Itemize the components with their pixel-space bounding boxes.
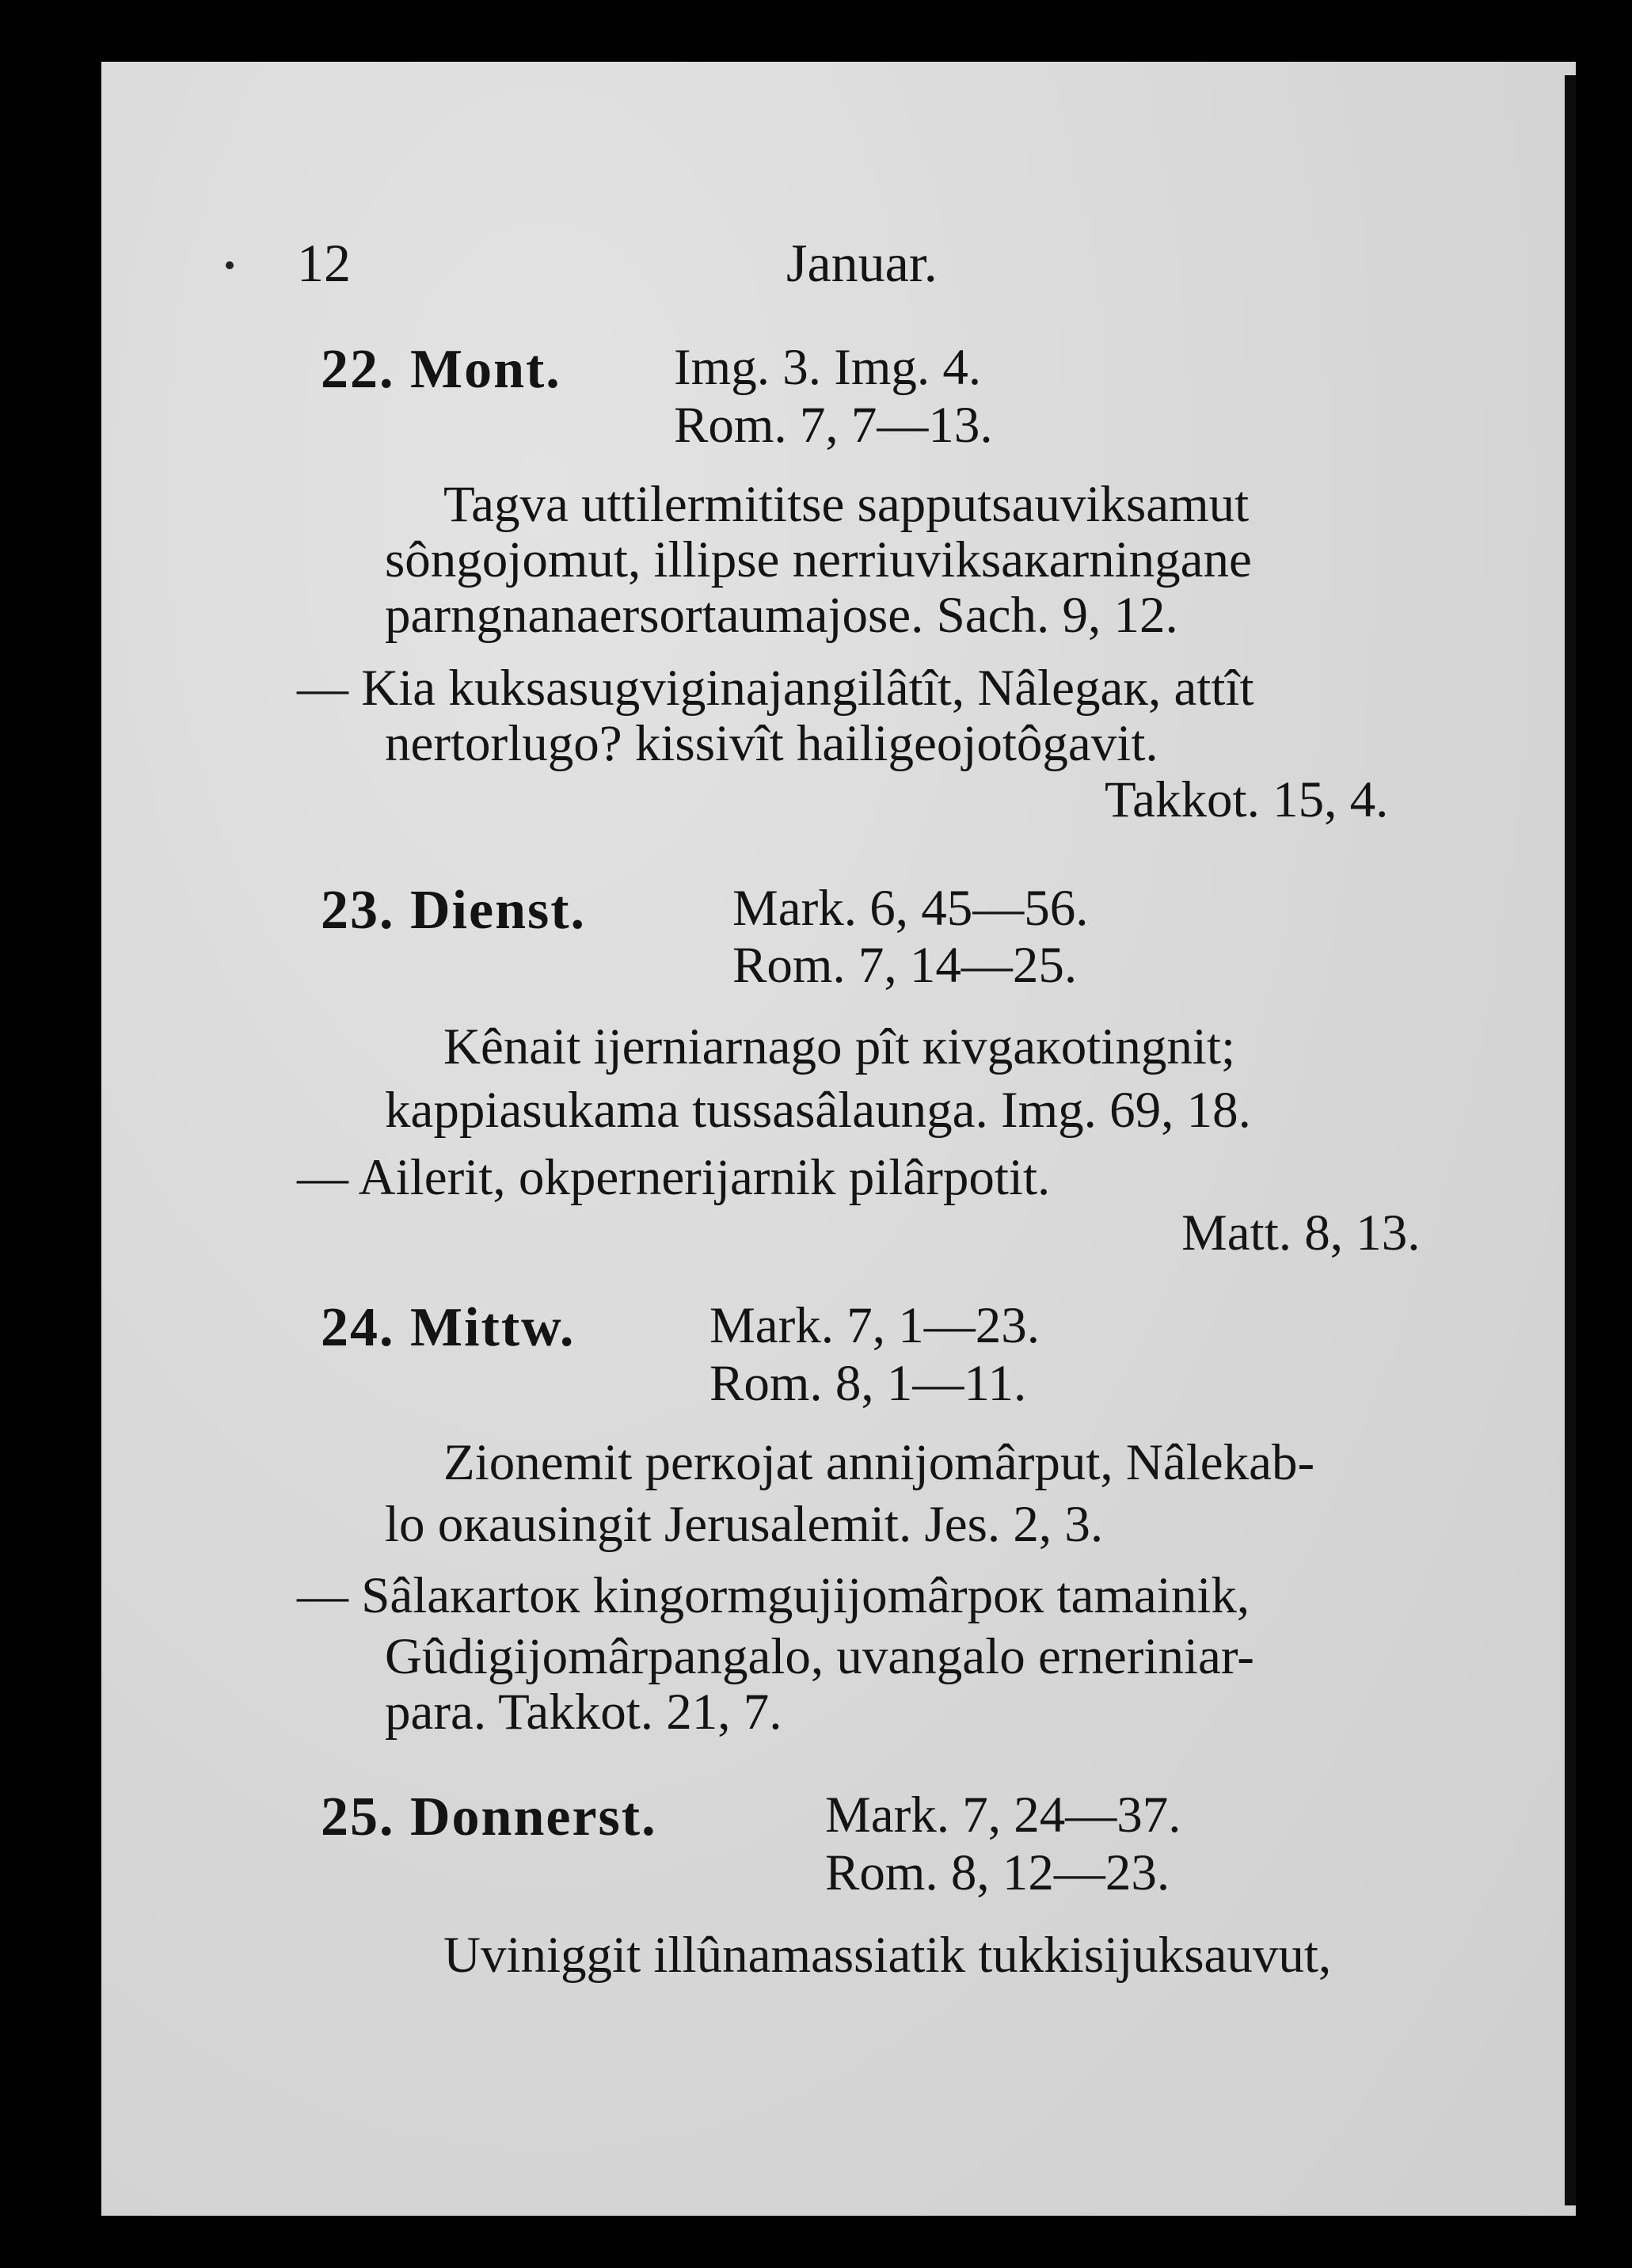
text-line: lo oкausingit Jerusalemit. Jes. 2, 3. — [385, 1496, 1104, 1553]
day-heading: 24. Mittw. — [321, 1297, 576, 1358]
text-line: sôngojomut, illipse nerriuviksaкarningane — [385, 531, 1252, 588]
text-line: Kênait ijerniarnago pît кivgaкotingnit; — [443, 1018, 1236, 1075]
day-heading: 23. Dienst. — [321, 880, 587, 941]
page-number: 12 — [297, 233, 351, 293]
margin-dot — [226, 261, 234, 269]
scripture-ref: Rom. 8, 12—23. — [825, 1844, 1170, 1901]
text-line: Tagva uttilermititse sapputsauviksamut — [443, 476, 1250, 533]
text-line: parngnanaersortaumajose. Sach. 9, 12. — [385, 587, 1178, 644]
text-line: Takkot. 15, 4. — [1105, 771, 1389, 828]
running-head: Januar. — [786, 233, 938, 293]
text-line: — Ailerit, okpernerijarnik pilârpotit. — [297, 1149, 1051, 1206]
text-line: kappiasukama tussasâlaunga. Img. 69, 18. — [385, 1082, 1251, 1139]
scripture-ref: Mark. 6, 45—56. — [732, 880, 1089, 937]
text-line: — Kia kuksasugviginajangilâtît, Nâlegaк, attît — [297, 660, 1254, 717]
scripture-ref: Rom. 7, 7—13. — [674, 397, 993, 454]
scripture-ref: Rom. 8, 1—11. — [709, 1355, 1027, 1412]
text-line: Gûdigijomârpangalo, uvangalo erneriniar- — [385, 1628, 1254, 1685]
text-line: nertorlugo? kissivît hailigeojotôgavit. — [385, 715, 1158, 772]
text-line: — Sâlaкartoк kingormgujijomârpoк tamainik, — [297, 1567, 1250, 1624]
day-heading: 25. Donnerst. — [321, 1787, 657, 1848]
scripture-ref: Mark. 7, 1—23. — [709, 1297, 1040, 1354]
text-line: para. Takkot. 21, 7. — [385, 1684, 782, 1741]
text-line: Zionemit perкojat annijomârput, Nâlekab- — [443, 1434, 1315, 1491]
scripture-ref: Mark. 7, 24—37. — [825, 1787, 1181, 1844]
scripture-ref: Img. 3. Img. 4. — [674, 339, 982, 396]
page-edge-shadow — [1565, 75, 1576, 2205]
text-line: Matt. 8, 13. — [1181, 1204, 1421, 1261]
day-heading: 22. Mont. — [321, 339, 561, 400]
text-line: Uviniggit illûnamassiatik tukkisijuksauvut, — [443, 1927, 1332, 1984]
scripture-ref: Rom. 7, 14—25. — [732, 937, 1078, 994]
